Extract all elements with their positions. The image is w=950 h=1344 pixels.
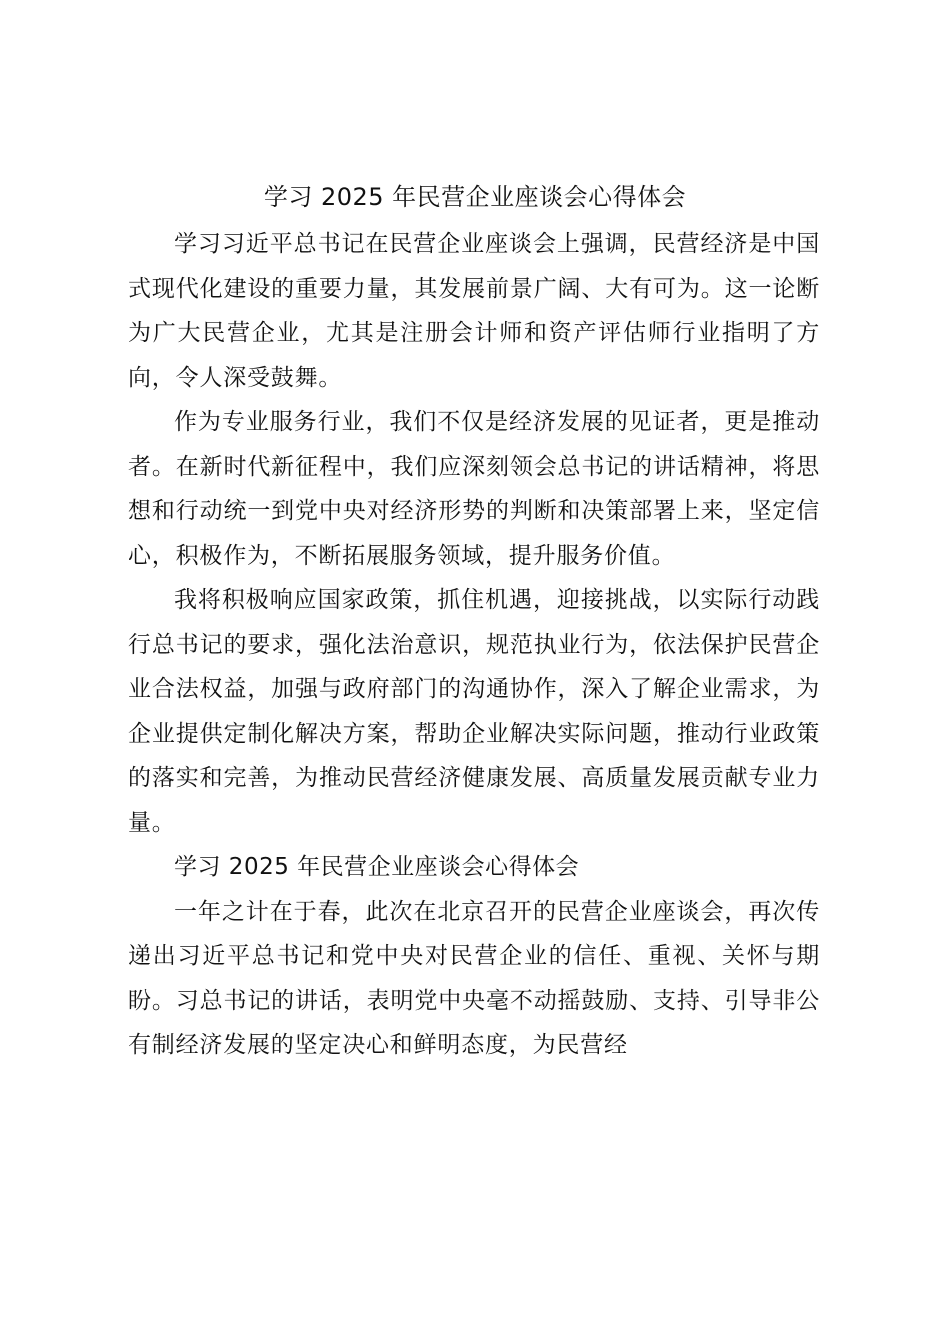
document-title: 学习 2025 年民营企业座谈会心得体会 xyxy=(263,183,687,211)
paragraph-3: 我将积极响应国家政策，抓住机遇，迎接挑战，以实际行动践行总书记的要求，强化法治意识，规范执业行为，依法保护民营企业合法权益，加强与政府部门的沟通协作，深入了解企业需求，为企业提供定制化解决方案，帮助企业解决实际问题，推动行业政策的落实和完善，为推动民营经济健康发展、高质量发展贡献专业力量。 xyxy=(128,587,820,836)
paragraph-1: 学习习近平总书记在民营企业座谈会上强调，民营经济是中国式现代化建设的重要力量，其发展前景广阔、大有可为。这一论断为广大民营企业，尤其是注册会计师和资产评估师行业指明了方向，令人深受鼓舞。 xyxy=(128,231,820,391)
document-body xyxy=(128,222,820,1068)
second-article-heading: 学习 2025 年民营企业座谈会心得体会 xyxy=(174,854,580,880)
paragraph-2: 作为专业服务行业，我们不仅是经济发展的见证者，更是推动者。在新时代新征程中，我们应深刻领会总书记的讲话精神，将思想和行动统一到党中央对经济形势的判断和决策部署上来，坚定信心，积极作为，不断拓展服务领域，提升服务价值。 xyxy=(128,409,820,569)
paragraph-4: 一年之计在于春，此次在北京召开的民营企业座谈会，再次传递出习近平总书记和党中央对民营企业的信任、重视、关怀与期盼。习总书记的讲话，表明党中央毫不动摇鼓励、支持、引导非公有制经济发展的坚定决心和鲜明态度，为民营经 xyxy=(128,898,820,1058)
